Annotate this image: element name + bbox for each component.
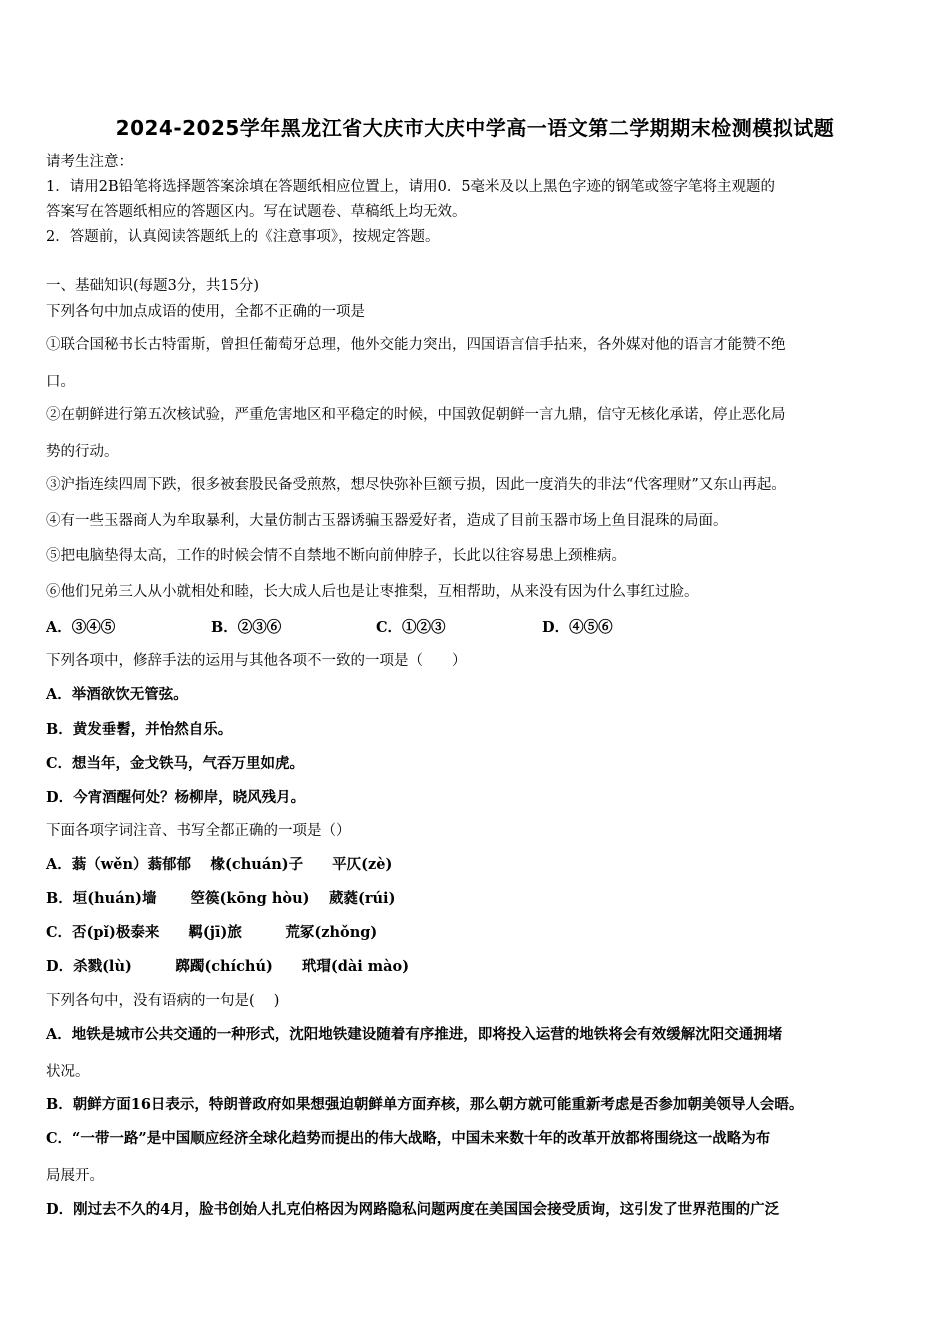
q2-option-d[interactable]: D．今宵酒醒何处？杨柳岸，晓风残月。 [46, 789, 306, 806]
q1-item: ④有一些玉器商人为牟取暴利，大量仿制古玉器诱骗玉器爱好者，造成了目前玉器市场上鱼目混珠的局面。 [46, 513, 728, 529]
q4-option-c[interactable]: C．“一带一路”是中国顺应经济全球化趋势而提出的伟大战略，中国未来数十年的改革开放都将围绕这一战略为布 [46, 1130, 771, 1147]
q1-item: ②在朝鲜进行第五次核试验，严重危害地区和平稳定的时候，中国敦促朝鲜一言九鼎，信守无核化承诺，停止恶化局 [46, 407, 786, 423]
q1-option-c[interactable]: C．①②③ [376, 619, 446, 636]
q2-option-c[interactable]: C．想当年，金戈铁马，气吞万里如虎。 [46, 755, 305, 772]
notice-line: 答案写在答题纸相应的答题区内。写在试题卷、草稿纸上均无效。 [46, 204, 467, 220]
page-title: 2024-2025学年黑龙江省大庆市大庆中学高一语文第二学期期末检测模拟试题 [115, 116, 835, 140]
notice-heading: 请考生注意： [46, 154, 133, 170]
q3-option-a[interactable]: A．蓊（wěn）蓊郁郁 椽(chuán)子 平仄(zè) [46, 856, 393, 873]
q3-option-c[interactable]: C．否(pǐ)极泰来 羁(jī)旅 荒冢(zhǒng) [46, 924, 378, 941]
notice-line: 1．请用2B铅笔将选择题答案涂填在答题纸相应位置上，请用0．5毫米及以上黑色字迹的钢笔或签字笔将主观题的 [46, 179, 776, 195]
notice-line: 2．答题前，认真阅读答题纸上的《注意事项》，按规定答题。 [46, 229, 440, 245]
q2-option-a[interactable]: A．举酒欲饮无管弦。 [46, 686, 188, 703]
q4-option-c-cont: 局展开。 [46, 1168, 104, 1184]
q1-stem: 下列各句中加点成语的使用，全都不正确的一项是 [46, 304, 365, 320]
q1-option-a[interactable]: A．③④⑤ [46, 619, 116, 636]
q1-item: ⑤把电脑垫得太高，工作的时候会情不自禁地不断向前伸脖子，长此以往容易患上颈椎病。 [46, 548, 626, 564]
q4-option-a[interactable]: A．地铁是城市公共交通的一种形式，沈阳地铁建设随着有序推进，即将投入运营的地铁将会有效缓解沈阳交通拥堵 [46, 1026, 783, 1043]
q2-option-b[interactable]: B．黄发垂髫，并怡然自乐。 [46, 721, 233, 738]
q1-item: ⑥他们兄弟三人从小就相处和睦，长大成人后也是让枣推梨，互相帮助，从来没有因为什么事红过脸。 [46, 584, 699, 600]
q1-item: ①联合国秘书长古特雷斯，曾担任葡萄牙总理，他外交能力突出，四国语言信手拈来，各外媒对他的语言才能赞不绝 [46, 337, 786, 353]
q3-stem: 下面各项字词注音、书写全都正确的一项是（） [46, 823, 351, 839]
q1-item: 口。 [46, 374, 75, 390]
section-heading: 一、基础知识(每题3分，共15分) [46, 278, 259, 294]
q1-option-d[interactable]: D．④⑤⑥ [542, 619, 613, 636]
q1-item: 势的行动。 [46, 444, 119, 460]
q3-option-d[interactable]: D．杀戮(lù) 踯躅(chíchú) 玳瑁(dài mào) [46, 958, 410, 975]
q1-option-b[interactable]: B．②③⑥ [211, 619, 282, 636]
q4-option-d[interactable]: D．刚过去不久的4月，脸书创始人扎克伯格因为网路隐私问题两度在美国国会接受质询，这引发了世界范围的广泛 [46, 1201, 780, 1218]
q4-option-a-cont: 状况。 [46, 1064, 90, 1080]
q3-option-b[interactable]: B．垣(huán)墙 箜篌(kōng hòu) 葳蕤(rúi) [46, 890, 396, 907]
q2-stem: 下列各项中，修辞手法的运用与其他各项不一致的一项是（ ） [46, 653, 467, 669]
q4-stem: 下列各句中，没有语病的一句是( ) [46, 993, 280, 1009]
q1-item: ③沪指连续四周下跌，很多被套股民备受煎熬，想尽快弥补巨额亏损，因此一度消失的非法“代客理财”又东山再起。 [46, 477, 786, 493]
q4-option-b[interactable]: B．朝鲜方面16日表示，特朗普政府如果想强迫朝鲜单方面弃核，那么朝方就可能重新考虑是否参加朝美领导人会晤。 [46, 1096, 804, 1113]
